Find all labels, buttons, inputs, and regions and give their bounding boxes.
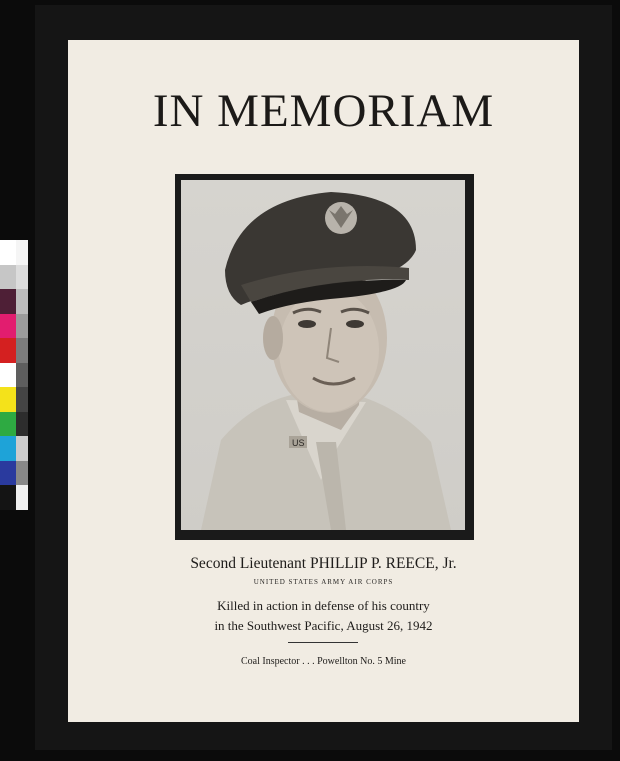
poster-title: IN MEMORIAM xyxy=(152,85,495,137)
killed-in-action-line: Killed in action in defense of his country xyxy=(217,598,430,613)
poster-paper xyxy=(68,40,579,722)
collar-insignia-label: US xyxy=(292,438,305,448)
portrait-frame xyxy=(175,174,474,540)
color-swatch xyxy=(0,485,16,510)
color-swatch xyxy=(0,461,16,486)
gray-swatch xyxy=(16,363,28,388)
gray-swatch xyxy=(16,338,28,363)
color-swatch xyxy=(0,265,16,290)
color-swatch xyxy=(0,240,16,265)
gray-swatch xyxy=(16,387,28,412)
color-swatch xyxy=(0,289,16,314)
color-swatch xyxy=(0,387,16,412)
gray-swatch xyxy=(16,485,28,510)
color-swatch xyxy=(0,338,16,363)
gray-swatch xyxy=(16,265,28,290)
color-swatch xyxy=(0,412,16,437)
color-swatch xyxy=(0,436,16,461)
gray-swatch xyxy=(16,461,28,486)
occupation-line: Coal Inspector . . . Powellton No. 5 Mine xyxy=(241,656,406,667)
gray-swatch xyxy=(16,289,28,314)
officer-name: Second Lieutenant PHILLIP P. REECE, Jr. xyxy=(190,555,457,572)
divider-rule xyxy=(288,642,358,643)
color-swatch xyxy=(0,363,16,388)
gray-swatch xyxy=(16,314,28,339)
memorial-poster xyxy=(35,5,612,750)
service-branch: UNITED STATES ARMY AIR CORPS xyxy=(253,578,394,586)
gray-swatch xyxy=(16,240,28,265)
grayscale-calibration-strip xyxy=(16,240,28,510)
color-swatch xyxy=(0,314,16,339)
gray-swatch xyxy=(16,412,28,437)
gray-swatch xyxy=(16,436,28,461)
color-calibration-strip xyxy=(0,240,16,510)
portrait-illustration xyxy=(181,180,465,530)
location-date-line: in the Southwest Pacific, August 26, 1942 xyxy=(214,618,433,633)
portrait-photo xyxy=(181,180,465,530)
